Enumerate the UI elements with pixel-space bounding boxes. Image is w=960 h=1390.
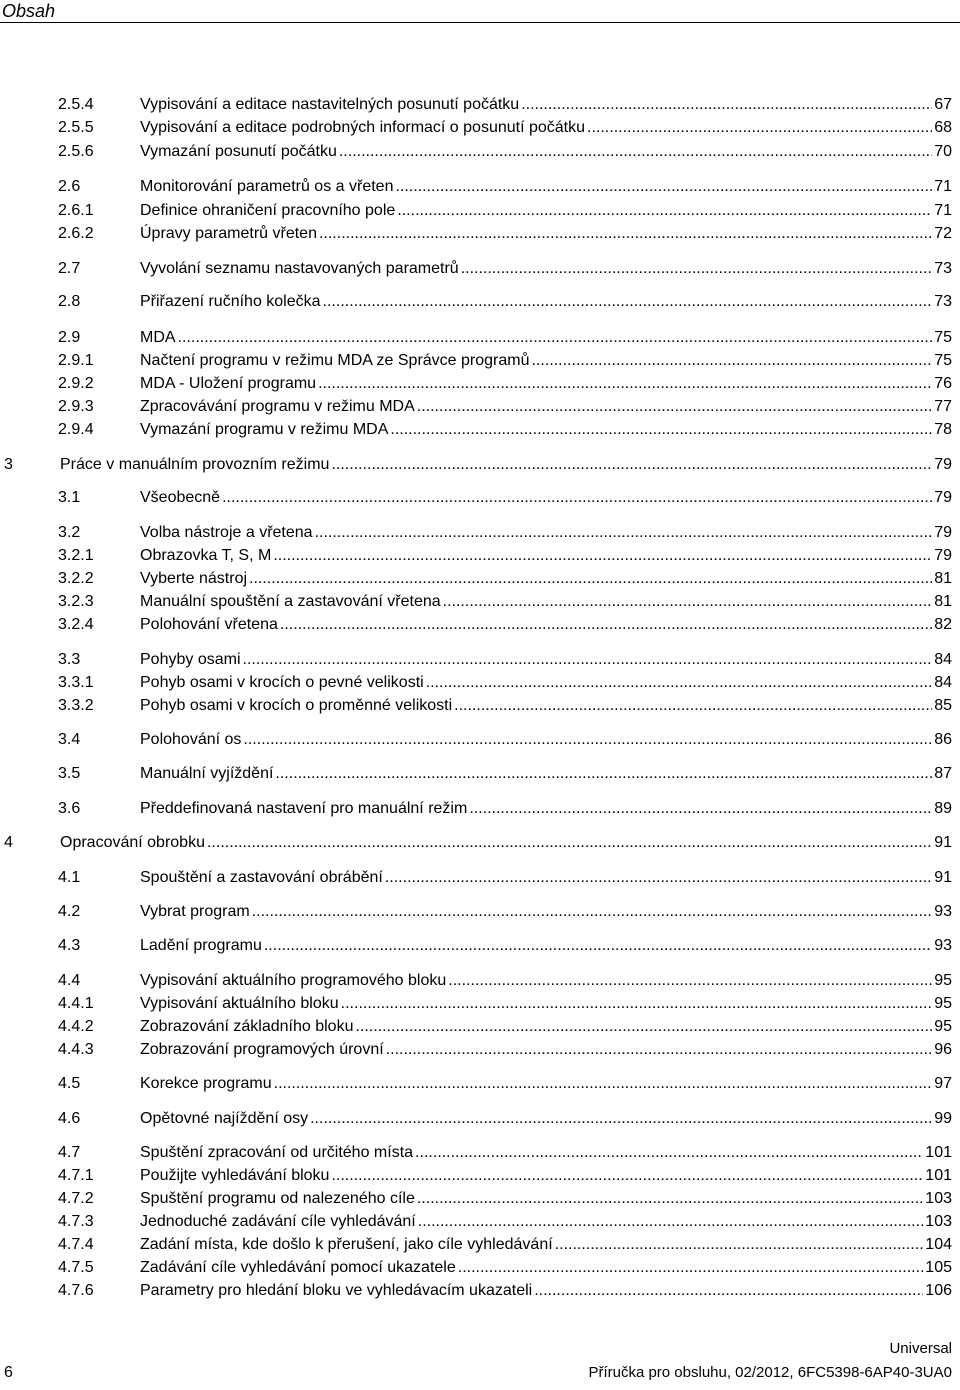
toc-entry-title: Vybrat program	[140, 903, 250, 920]
toc-entry[interactable]	[58, 117, 952, 139]
toc-leader-dots	[587, 117, 932, 139]
toc-entry-title: Opětovné najíždění osy	[140, 1110, 309, 1127]
toc-entry[interactable]	[58, 672, 952, 694]
toc-entry[interactable]	[58, 94, 952, 116]
footer-page-number: 6	[4, 1364, 13, 1381]
toc-entry-page: 101	[925, 1144, 952, 1161]
toc-entry-title: Vyberte nástroj	[140, 570, 248, 587]
toc-entry-number: 4	[4, 834, 13, 851]
toc-entry[interactable]	[58, 901, 952, 923]
toc-entry-line	[140, 373, 952, 395]
toc-leader-dots	[417, 396, 932, 418]
toc-entry[interactable]	[58, 291, 952, 313]
toc-entry-title: Vypisování a editace podrobných informací o posunutí počátku	[140, 119, 586, 136]
toc-entry-number: 4.4	[58, 972, 81, 989]
toc-entry-line	[140, 522, 952, 544]
toc-entry[interactable]	[58, 970, 952, 992]
toc-entry-title: Pohyb osami v krocích o proměnné velikosti	[140, 697, 453, 714]
toc-entry-line	[140, 487, 952, 509]
toc-entry-page: 79	[934, 489, 952, 506]
toc-entry-line	[140, 568, 952, 590]
toc-entry-title: Načtení programu v režimu MDA ze Správce programů	[140, 352, 530, 369]
toc-entry-line	[140, 545, 952, 567]
toc-entry[interactable]	[58, 373, 952, 395]
toc-leader-dots	[386, 1039, 933, 1061]
toc-leader-dots	[243, 729, 932, 751]
toc-entry-line	[140, 176, 952, 198]
toc-leader-dots	[315, 522, 933, 544]
toc-leader-dots	[318, 373, 932, 395]
toc-entry-page: 73	[934, 260, 952, 277]
toc-entry-number: 4.7.5	[58, 1259, 94, 1276]
toc-entry-title: Zobrazování základního bloku	[140, 1018, 354, 1035]
toc-leader-dots	[339, 141, 932, 163]
toc-entry-line	[140, 327, 952, 349]
toc-entry-page: 87	[934, 765, 952, 782]
toc-entry-number: 3.4	[58, 731, 81, 748]
toc-entry-number: 4.7.6	[58, 1282, 94, 1299]
toc-entry-line	[140, 1211, 952, 1233]
toc-entry[interactable]	[58, 327, 952, 349]
toc-entry-number: 2.5.4	[58, 96, 94, 113]
toc-entry[interactable]	[58, 695, 952, 717]
toc-leader-dots	[252, 901, 933, 923]
toc-leader-dots	[521, 94, 932, 116]
toc-entry-page: 105	[925, 1259, 952, 1276]
toc-leader-dots	[397, 200, 932, 222]
toc-entry[interactable]	[58, 1211, 952, 1233]
toc-entry-title: Zadání místa, kde došlo k přerušení, jako cíle vyhledávání	[140, 1236, 553, 1253]
toc-entry-number: 3.3.2	[58, 697, 94, 714]
toc-leader-dots	[555, 1234, 924, 1256]
toc-leader-dots	[178, 327, 933, 349]
toc-entry-page: 95	[934, 995, 952, 1012]
toc-entry-title: Spuštění zpracování od určitého místa	[140, 1144, 414, 1161]
toc-entry-line	[140, 591, 952, 613]
toc-entry[interactable]	[58, 935, 952, 957]
toc-entry[interactable]	[58, 419, 952, 441]
toc-entry-title: Monitorování parametrů os a vřeten	[140, 178, 394, 195]
toc-entry-line	[60, 832, 952, 854]
toc-leader-dots	[395, 176, 932, 198]
toc-entry[interactable]	[58, 614, 952, 636]
toc-entry-line	[140, 935, 952, 957]
toc-entry[interactable]	[58, 1016, 952, 1038]
toc-entry-page: 76	[934, 375, 952, 392]
toc-entry[interactable]	[58, 1108, 952, 1130]
toc-entry-page: 95	[934, 1018, 952, 1035]
toc-entry[interactable]	[58, 350, 952, 372]
toc-entry-line	[140, 1188, 952, 1210]
toc-entry-number: 4.4.3	[58, 1041, 94, 1058]
toc-entry-page: 84	[934, 674, 952, 691]
toc-entry-line	[140, 763, 952, 785]
toc-entry[interactable]	[58, 1039, 952, 1061]
toc-entry-line	[140, 291, 952, 313]
toc-entry-line	[140, 1039, 952, 1061]
toc-leader-dots	[331, 454, 932, 476]
toc-entry-line	[140, 970, 952, 992]
toc-entry-number: 4.7.4	[58, 1236, 94, 1253]
toc-entry[interactable]	[58, 867, 952, 889]
toc-entry[interactable]	[58, 568, 952, 590]
toc-entry[interactable]	[58, 1165, 952, 1187]
toc-entry-number: 3.3	[58, 651, 81, 668]
toc-entry[interactable]	[58, 176, 952, 198]
toc-leader-dots	[385, 867, 932, 889]
toc-entry-number: 3.2.1	[58, 547, 94, 564]
toc-entry[interactable]	[58, 487, 952, 509]
toc-entry[interactable]	[58, 798, 952, 820]
toc-entry-title: Volba nástroje a vřetena	[140, 524, 313, 541]
toc-entry-title: Manuální vyjíždění	[140, 765, 274, 782]
toc-entry-title: Pohyby osami	[140, 651, 241, 668]
toc-entry-title: Zadávání cíle vyhledávání pomocí ukazatele	[140, 1259, 456, 1276]
toc-entry-line	[140, 1073, 952, 1095]
toc-entry-title: Manuální spouštění a zastavování vřetena	[140, 593, 441, 610]
toc-entry-page: 91	[934, 834, 952, 851]
toc-entry-page: 75	[934, 352, 952, 369]
toc-entry-line	[140, 223, 952, 245]
toc-entry-number: 2.6.1	[58, 202, 94, 219]
toc-entry-title: Zpracovávání programu v režimu MDA	[140, 398, 415, 415]
toc-entry-number: 3.5	[58, 765, 81, 782]
toc-entry[interactable]	[58, 258, 952, 280]
toc-leader-dots	[458, 1257, 924, 1279]
toc-entry[interactable]	[58, 223, 952, 245]
toc-entry-page: 95	[934, 972, 952, 989]
toc-entry-title: Vypisování aktuálního bloku	[140, 995, 339, 1012]
toc-entry-number: 4.7.1	[58, 1167, 94, 1184]
toc-entry-title: MDA	[140, 329, 176, 346]
toc-entry-line	[140, 1234, 952, 1256]
toc-entry-page: 96	[934, 1041, 952, 1058]
toc-entry-page: 91	[934, 869, 952, 886]
toc-entry[interactable]	[4, 832, 952, 854]
toc-entry-page: 81	[934, 570, 952, 587]
toc-leader-dots	[273, 545, 932, 567]
toc-entry-page: 99	[934, 1110, 952, 1127]
toc-entry-page: 103	[925, 1190, 952, 1207]
toc-entry[interactable]	[4, 454, 952, 476]
toc-leader-dots	[448, 970, 932, 992]
toc-entry-number: 2.6.2	[58, 225, 94, 242]
toc-leader-dots	[323, 291, 933, 313]
toc-entry-title: Korekce programu	[140, 1075, 272, 1092]
toc-entry-line	[140, 94, 952, 116]
toc-entry-number: 2.5.6	[58, 143, 94, 160]
toc-entry-number: 2.6	[58, 178, 81, 195]
toc-entry-title: Použijte vyhledávání bloku	[140, 1167, 330, 1184]
toc-entry-number: 3.2.4	[58, 616, 94, 633]
toc-entry-page: 71	[934, 178, 952, 195]
toc-entry-line	[140, 396, 952, 418]
toc-entry[interactable]	[58, 1280, 952, 1302]
toc-leader-dots	[531, 350, 932, 372]
toc-entry-number: 4.4.2	[58, 1018, 94, 1035]
toc-leader-dots	[454, 695, 932, 717]
toc-leader-dots	[319, 223, 932, 245]
toc-entry-title: Polohování vřetena	[140, 616, 278, 633]
toc-entry-page: 78	[934, 421, 952, 438]
toc-entry-title: Pohyb osami v krocích o pevné velikosti	[140, 674, 424, 691]
toc-entry-title: Jednoduché zadávání cíle vyhledávání	[140, 1213, 416, 1230]
toc-entry-line	[140, 1257, 952, 1279]
toc-leader-dots	[331, 1165, 923, 1187]
toc-entry-number: 4.1	[58, 869, 81, 886]
toc-entry-page: 93	[934, 903, 952, 920]
toc-entry-number: 4.2	[58, 903, 81, 920]
toc-entry-number: 2.5.5	[58, 119, 94, 136]
toc-entry-page: 101	[925, 1167, 952, 1184]
toc-entry-page: 85	[934, 697, 952, 714]
toc-entry-title: Definice ohraničení pracovního pole	[140, 202, 396, 219]
toc-entry-number: 3.1	[58, 489, 81, 506]
toc-entry-title: Přiřazení ručního kolečka	[140, 293, 321, 310]
toc-entry[interactable]	[58, 649, 952, 671]
toc-entry-number: 3.6	[58, 800, 81, 817]
toc-entry-title: Vymazání posunutí počátku	[140, 143, 337, 160]
toc-entry-number: 2.9.3	[58, 398, 94, 415]
toc-entry-line	[140, 200, 952, 222]
toc-entry[interactable]	[58, 1257, 952, 1279]
toc-entry-line	[140, 695, 952, 717]
toc-entry-page: 93	[934, 937, 952, 954]
toc-entry-page: 72	[934, 225, 952, 242]
toc-entry-line	[140, 614, 952, 636]
toc-entry-number: 2.9.2	[58, 375, 94, 392]
toc-entry[interactable]	[58, 545, 952, 567]
toc-entry-number: 4.7	[58, 1144, 81, 1161]
toc-leader-dots	[280, 614, 932, 636]
toc-leader-dots	[415, 1142, 923, 1164]
toc-entry-line	[140, 1142, 952, 1164]
toc-entry-title: Vymazání programu v režimu MDA	[140, 421, 389, 438]
toc-entry-number: 3.2	[58, 524, 81, 541]
toc-leader-dots	[222, 487, 932, 509]
toc-leader-dots	[207, 832, 932, 854]
toc-leader-dots	[469, 798, 932, 820]
toc-entry-number: 2.7	[58, 260, 81, 277]
toc-entry-line	[140, 258, 952, 280]
toc-entry-line	[140, 993, 952, 1015]
toc-entry-title: Vypisování a editace nastavitelných posunutí počátku	[140, 96, 520, 113]
toc-entry-line	[140, 867, 952, 889]
toc-entry-page: 77	[934, 398, 952, 415]
toc-entry-page: 84	[934, 651, 952, 668]
toc-entry-number: 3.2.3	[58, 593, 94, 610]
toc-entry-page: 103	[925, 1213, 952, 1230]
toc-leader-dots	[443, 591, 933, 613]
toc-entry-page: 79	[934, 547, 952, 564]
toc-entry-page: 79	[934, 524, 952, 541]
toc-entry-number: 3	[4, 456, 13, 473]
toc-entry-title: Opracování obrobku	[60, 834, 205, 851]
toc-entry-number: 2.9.4	[58, 421, 94, 438]
toc-entry-page: 89	[934, 800, 952, 817]
toc-entry-page: 86	[934, 731, 952, 748]
toc-entry-line	[140, 729, 952, 751]
toc-leader-dots	[418, 1211, 924, 1233]
toc-entry-number: 3.3.1	[58, 674, 94, 691]
toc-entry-number: 4.7.3	[58, 1213, 94, 1230]
toc-entry-line	[140, 901, 952, 923]
toc-leader-dots	[417, 1188, 923, 1210]
toc-entry-title: Vypisování aktuálního programového bloku	[140, 972, 447, 989]
toc-entry-page: 73	[934, 293, 952, 310]
toc-entry-line	[140, 798, 952, 820]
toc-entry[interactable]	[58, 729, 952, 751]
toc-leader-dots	[426, 672, 933, 694]
toc-entry-title: Spouštění a zastavování obrábění	[140, 869, 383, 886]
toc-entry-page: 67	[934, 96, 952, 113]
toc-entry-page: 79	[934, 456, 952, 473]
toc-entry-page: 106	[925, 1282, 952, 1299]
toc-entry-number: 2.8	[58, 293, 81, 310]
toc-entry-page: 81	[934, 593, 952, 610]
toc-entry-page: 75	[934, 329, 952, 346]
toc-leader-dots	[461, 258, 933, 280]
toc-entry-number: 4.3	[58, 937, 81, 954]
toc-entry-title: Parametry pro hledání bloku ve vyhledávacím ukazateli	[140, 1282, 533, 1299]
toc-entry[interactable]	[58, 200, 952, 222]
toc-entry-number: 4.6	[58, 1110, 81, 1127]
toc-leader-dots	[275, 763, 932, 785]
toc-leader-dots	[249, 568, 932, 590]
toc-entry[interactable]	[58, 1234, 952, 1256]
footer-brand: Universal	[889, 1340, 952, 1357]
toc-entry-line	[140, 672, 952, 694]
toc-leader-dots	[341, 993, 933, 1015]
page-title: Obsah	[2, 1, 56, 21]
toc-leader-dots	[310, 1108, 932, 1130]
toc-entry-title: Zobrazování programových úrovní	[140, 1041, 384, 1058]
toc-entry[interactable]	[58, 1188, 952, 1210]
toc-entry-line	[140, 1280, 952, 1302]
toc-entry-line	[140, 1165, 952, 1187]
toc-entry-line	[140, 1108, 952, 1130]
toc-leader-dots	[534, 1280, 923, 1302]
toc-entry-page: 97	[934, 1075, 952, 1092]
toc-leader-dots	[243, 649, 933, 671]
toc-entry[interactable]	[58, 763, 952, 785]
toc-entry[interactable]	[58, 396, 952, 418]
page-footer	[0, 1338, 960, 1390]
toc-entry-number: 3.2.2	[58, 570, 94, 587]
toc-entry-page: 82	[934, 616, 952, 633]
toc-leader-dots	[355, 1016, 932, 1038]
toc-entry-line	[140, 1016, 952, 1038]
toc-entry-title: Všeobecně	[140, 489, 221, 506]
toc-entry-page: 68	[934, 119, 952, 136]
toc-entry[interactable]	[58, 522, 952, 544]
toc-leader-dots	[274, 1073, 933, 1095]
toc-entry-title: Obrazovka T, S, M	[140, 547, 272, 564]
footer-document-reference: Příručka pro obsluhu, 02/2012, 6FC5398-6AP40-3UA0	[588, 1364, 952, 1381]
toc-entry-number: 4.5	[58, 1075, 81, 1092]
toc-entry-title: Vyvolání seznamu nastavovaných parametrů	[140, 260, 459, 277]
toc-entry-number: 2.9.1	[58, 352, 94, 369]
toc-entry[interactable]	[58, 1142, 952, 1164]
toc-entry-page: 71	[934, 202, 952, 219]
toc-entry-line	[140, 419, 952, 441]
toc-entry-page: 70	[934, 143, 952, 160]
toc-entry-title: Úpravy parametrů vřeten	[140, 225, 317, 242]
toc-leader-dots	[264, 935, 932, 957]
toc-entry-line	[140, 117, 952, 139]
toc-entry-title: Polohování os	[140, 731, 242, 748]
toc-entry-line	[140, 350, 952, 372]
toc-entry[interactable]	[58, 591, 952, 613]
toc-entry-title: MDA - Uložení programu	[140, 375, 317, 392]
toc-leader-dots	[390, 419, 932, 441]
toc-entry-number: 4.7.2	[58, 1190, 94, 1207]
toc-entry[interactable]	[58, 141, 952, 163]
toc-entry-line	[60, 454, 952, 476]
toc-entry[interactable]	[58, 1073, 952, 1095]
toc-entry-number: 2.9	[58, 329, 81, 346]
toc-entry-number: 4.4.1	[58, 995, 94, 1012]
toc-entry-title: Ladění programu	[140, 937, 262, 954]
toc-entry-title: Předdefinovaná nastavení pro manuální režim	[140, 800, 468, 817]
toc-entry-line	[140, 649, 952, 671]
toc-entry-line	[140, 141, 952, 163]
toc-entry-title: Práce v manuálním provozním režimu	[60, 456, 330, 473]
toc-entry[interactable]	[58, 993, 952, 1015]
toc-entry-title: Spuštění programu od nalezeného cíle	[140, 1190, 415, 1207]
toc-entry-page: 104	[925, 1236, 952, 1253]
